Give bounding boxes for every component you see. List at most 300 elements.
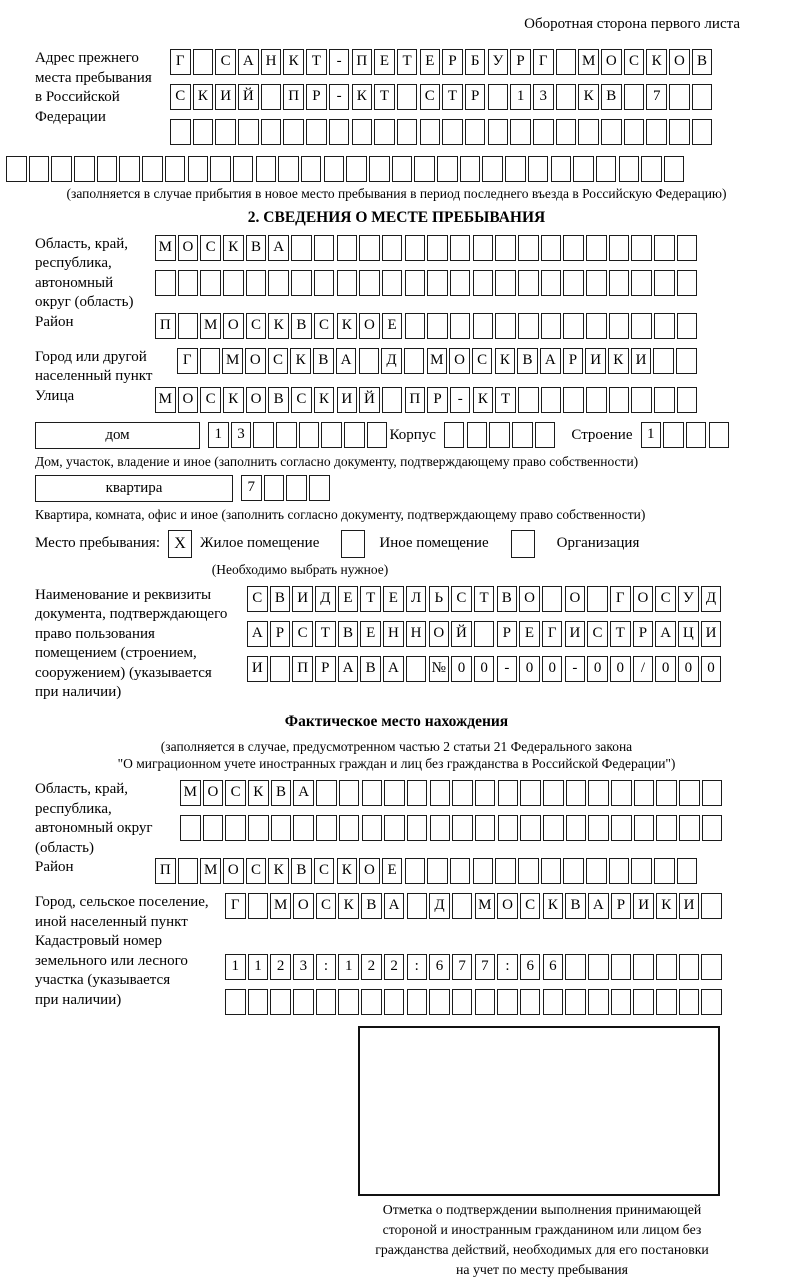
- cadastral-row-2: [225, 989, 758, 1017]
- char-box: О: [359, 313, 380, 339]
- char-box: О: [246, 387, 267, 413]
- char-box: [664, 156, 685, 182]
- actual-location-title: Фактическое место нахождения: [284, 712, 509, 730]
- char-box: Д: [381, 348, 402, 374]
- char-box: О: [178, 235, 199, 261]
- char-box: К: [248, 780, 269, 806]
- char-box: К: [543, 893, 564, 919]
- char-box: [631, 270, 652, 296]
- char-box: 1: [248, 954, 269, 980]
- char-box: [437, 156, 458, 182]
- char-box: [609, 858, 630, 884]
- char-box: [225, 989, 246, 1015]
- char-box: [215, 119, 236, 145]
- char-box: Й: [238, 84, 259, 110]
- char-box: А: [338, 656, 359, 682]
- char-box: М: [180, 780, 201, 806]
- char-box: [359, 235, 380, 261]
- char-box: [611, 815, 632, 841]
- char-box: [407, 893, 428, 919]
- char-box: [654, 313, 675, 339]
- char-box: [679, 780, 700, 806]
- char-box: А: [336, 348, 357, 374]
- char-box: -: [565, 656, 586, 682]
- char-box: [293, 815, 314, 841]
- char-box: [520, 780, 541, 806]
- char-box: [631, 387, 652, 413]
- char-box: 1: [225, 954, 246, 980]
- char-box: А: [655, 621, 676, 647]
- char-box: [427, 858, 448, 884]
- char-box: [556, 119, 577, 145]
- char-box: 3: [533, 84, 554, 110]
- char-box: [309, 475, 330, 501]
- char-box: К: [656, 893, 677, 919]
- char-box: У: [488, 49, 509, 75]
- char-box: [203, 815, 224, 841]
- char-box: А: [383, 656, 404, 682]
- char-box: [427, 235, 448, 261]
- char-box: С: [246, 313, 267, 339]
- char-box: Г: [225, 893, 246, 919]
- char-box: С: [314, 858, 335, 884]
- char-box: 6: [520, 954, 541, 980]
- char-box: [420, 119, 441, 145]
- char-box: В: [271, 780, 292, 806]
- char-box: [442, 119, 463, 145]
- char-box: А: [247, 621, 268, 647]
- char-box: Е: [420, 49, 441, 75]
- char-box: [611, 954, 632, 980]
- char-box: П: [352, 49, 373, 75]
- char-box: [518, 387, 539, 413]
- char-box: [686, 422, 707, 448]
- char-box: [624, 119, 645, 145]
- char-box: 2: [361, 954, 382, 980]
- char-box: 1: [510, 84, 531, 110]
- char-box: И: [633, 893, 654, 919]
- char-box: В: [497, 586, 518, 612]
- char-box: 0: [587, 656, 608, 682]
- char-box: [654, 387, 675, 413]
- char-box: Е: [519, 621, 540, 647]
- char-box: [495, 858, 516, 884]
- char-box: [473, 235, 494, 261]
- char-box: Й: [451, 621, 472, 647]
- char-box: [361, 989, 382, 1015]
- char-box: [542, 586, 563, 612]
- char-box: О: [178, 387, 199, 413]
- actual-city-label: Город, сельское поселение, иной населенный пункт: [35, 894, 209, 930]
- house-caption: Дом, участок, владение и иное (заполнить согласно документу, подтверждающему право собственности): [35, 453, 639, 469]
- stroenie-label: Строение: [571, 427, 633, 444]
- char-box: Р: [611, 893, 632, 919]
- char-box: [223, 270, 244, 296]
- char-box: Т: [442, 84, 463, 110]
- char-box: [609, 270, 630, 296]
- char-box: 1: [338, 954, 359, 980]
- char-box: [293, 989, 314, 1015]
- region-field: [35, 235, 758, 313]
- char-box: [405, 235, 426, 261]
- char-box: [452, 815, 473, 841]
- city-label: Город или другой населенный пункт: [35, 348, 153, 385]
- residential-checkbox[interactable]: X: [168, 530, 192, 558]
- char-box: [450, 235, 471, 261]
- char-box: И: [701, 621, 722, 647]
- char-box: [473, 858, 494, 884]
- char-box: [677, 235, 698, 261]
- char-box: И: [292, 586, 313, 612]
- char-box: [329, 119, 350, 145]
- char-box: [165, 156, 186, 182]
- char-box: [528, 156, 549, 182]
- region-row-2: [155, 270, 758, 298]
- actual-location-caption-1: (заполняется в случае, предусмотренном частью 2 статьи 21 Федерального закона: [160, 738, 633, 754]
- char-box: [359, 348, 380, 374]
- char-box: [238, 119, 259, 145]
- char-box: [541, 858, 562, 884]
- char-box: О: [293, 893, 314, 919]
- char-box: [520, 815, 541, 841]
- char-box: Г: [533, 49, 554, 75]
- char-box: [586, 235, 607, 261]
- char-box: П: [405, 387, 426, 413]
- char-box: С: [451, 586, 472, 612]
- char-box: [578, 119, 599, 145]
- char-box: [495, 235, 516, 261]
- char-box: Р: [427, 387, 448, 413]
- char-box: К: [193, 84, 214, 110]
- char-box: [656, 780, 677, 806]
- char-box: -: [329, 49, 350, 75]
- char-box: [498, 780, 519, 806]
- char-box: В: [270, 586, 291, 612]
- char-box: [489, 422, 510, 448]
- prev-address-row-2: [170, 84, 758, 112]
- char-box: [586, 270, 607, 296]
- char-box: 2: [384, 954, 405, 980]
- char-box: [543, 815, 564, 841]
- actual-region-label: Область, край, республика, автономный округ (область): [35, 781, 153, 856]
- char-box: И: [215, 84, 236, 110]
- char-box: [264, 475, 285, 501]
- char-box: И: [631, 348, 652, 374]
- char-box: К: [283, 49, 304, 75]
- char-box: [518, 235, 539, 261]
- char-box: [339, 780, 360, 806]
- char-box: [316, 780, 337, 806]
- char-box: К: [338, 893, 359, 919]
- char-box: М: [427, 348, 448, 374]
- char-box: 0: [678, 656, 699, 682]
- char-box: [74, 156, 95, 182]
- actual-region-row-2: [180, 815, 758, 843]
- char-box: А: [293, 780, 314, 806]
- char-box: [404, 348, 425, 374]
- char-box: [556, 49, 577, 75]
- char-box: У: [678, 586, 699, 612]
- char-box: [495, 270, 516, 296]
- char-box: С: [215, 49, 236, 75]
- char-box: [338, 989, 359, 1015]
- char-box: [609, 235, 630, 261]
- char-box: [676, 348, 697, 374]
- char-box: М: [270, 893, 291, 919]
- street-label: Улица: [35, 387, 75, 404]
- char-box: [119, 156, 140, 182]
- house-number-boxes: [208, 422, 390, 450]
- char-box: [551, 156, 572, 182]
- char-box: [701, 893, 722, 919]
- char-box: [588, 954, 609, 980]
- char-box: [246, 270, 267, 296]
- char-box: [609, 387, 630, 413]
- char-box: [367, 422, 388, 448]
- char-box: С: [420, 84, 441, 110]
- char-box: :: [316, 954, 337, 980]
- city-row: [177, 348, 758, 376]
- cadastral-field: [35, 932, 758, 1024]
- char-box: [518, 313, 539, 339]
- char-box: [405, 858, 426, 884]
- char-box: [563, 235, 584, 261]
- char-box: Б: [465, 49, 486, 75]
- char-box: [97, 156, 118, 182]
- stroenie-boxes: [641, 422, 732, 450]
- cadastral-row-1: [225, 954, 758, 982]
- char-box: [369, 156, 390, 182]
- char-box: [634, 815, 655, 841]
- char-box: [384, 989, 405, 1015]
- char-box: [346, 156, 367, 182]
- actual-district-row: [155, 858, 758, 886]
- char-box: [465, 119, 486, 145]
- char-box: [452, 989, 473, 1015]
- char-box: М: [578, 49, 599, 75]
- char-box: [701, 989, 722, 1015]
- char-box: [397, 119, 418, 145]
- char-box: Т: [306, 49, 327, 75]
- char-box: Г: [170, 49, 191, 75]
- char-box: С: [655, 586, 676, 612]
- doc-name-row-1: [247, 586, 758, 614]
- char-box: [619, 156, 640, 182]
- char-box: Й: [359, 387, 380, 413]
- char-box: Р: [306, 84, 327, 110]
- char-box: К: [352, 84, 373, 110]
- char-box: 1: [641, 422, 662, 448]
- char-box: В: [291, 858, 312, 884]
- char-box: [405, 270, 426, 296]
- char-box: Д: [701, 586, 722, 612]
- char-box: О: [633, 586, 654, 612]
- char-box: [407, 780, 428, 806]
- char-box: [709, 422, 730, 448]
- char-box: А: [238, 49, 259, 75]
- char-box: [392, 156, 413, 182]
- char-box: С: [246, 858, 267, 884]
- char-box: [248, 989, 269, 1015]
- char-box: Е: [338, 586, 359, 612]
- char-box: С: [314, 313, 335, 339]
- char-box: [512, 422, 533, 448]
- char-box: [427, 270, 448, 296]
- char-box: Т: [374, 84, 395, 110]
- char-box: [155, 270, 176, 296]
- actual-district-field: [35, 858, 758, 893]
- char-box: [178, 270, 199, 296]
- char-box: П: [292, 656, 313, 682]
- char-box: [488, 84, 509, 110]
- char-box: К: [578, 84, 599, 110]
- char-box: [679, 815, 700, 841]
- other-premises-label: Иное помещение: [379, 535, 489, 552]
- char-box: В: [360, 656, 381, 682]
- char-box: О: [497, 893, 518, 919]
- char-box: Д: [315, 586, 336, 612]
- char-box: №: [429, 656, 450, 682]
- char-box: [362, 815, 383, 841]
- char-box: [321, 422, 342, 448]
- char-box: 7: [646, 84, 667, 110]
- char-box: 0: [610, 656, 631, 682]
- street-row: [155, 387, 758, 415]
- char-box: [430, 780, 451, 806]
- doc-name-field: [35, 586, 758, 703]
- char-box: М: [155, 235, 176, 261]
- char-box: [180, 815, 201, 841]
- char-box: [359, 270, 380, 296]
- char-box: [654, 270, 675, 296]
- char-box: В: [291, 313, 312, 339]
- char-box: [427, 313, 448, 339]
- char-box: В: [338, 621, 359, 647]
- char-box: Г: [610, 586, 631, 612]
- char-box: [306, 119, 327, 145]
- char-box: [701, 954, 722, 980]
- char-box: [518, 270, 539, 296]
- district-label: Район: [35, 313, 74, 330]
- char-box: :: [407, 954, 428, 980]
- char-box: :: [497, 954, 518, 980]
- char-box: [543, 780, 564, 806]
- char-box: С: [624, 49, 645, 75]
- char-box: С: [520, 893, 541, 919]
- char-box: [543, 989, 564, 1015]
- char-box: [586, 387, 607, 413]
- char-box: [601, 119, 622, 145]
- char-box: [51, 156, 72, 182]
- char-box: [586, 858, 607, 884]
- char-box: Т: [474, 586, 495, 612]
- char-box: [261, 84, 282, 110]
- char-box: [407, 989, 428, 1015]
- char-box: Р: [510, 49, 531, 75]
- char-box: [405, 313, 426, 339]
- char-box: 7: [241, 475, 262, 501]
- char-box: [316, 989, 337, 1015]
- apartment-row: [35, 475, 758, 503]
- char-box: Р: [270, 621, 291, 647]
- char-box: М: [155, 387, 176, 413]
- actual-location-caption-2: "О миграционном учете иностранных граждан и лиц без гражданства в Российской Федерации"): [117, 755, 676, 771]
- char-box: [450, 313, 471, 339]
- char-box: 6: [429, 954, 450, 980]
- char-box: [669, 84, 690, 110]
- char-box: [314, 270, 335, 296]
- char-box: [533, 119, 554, 145]
- char-box: Р: [563, 348, 584, 374]
- char-box: А: [588, 893, 609, 919]
- char-box: [225, 815, 246, 841]
- char-box: [6, 156, 27, 182]
- char-box: [248, 893, 269, 919]
- char-box: [475, 989, 496, 1015]
- actual-region-row-1: [180, 780, 758, 808]
- char-box: [29, 156, 50, 182]
- char-box: [407, 815, 428, 841]
- char-box: В: [246, 235, 267, 261]
- char-box: [339, 815, 360, 841]
- char-box: [541, 235, 562, 261]
- char-box: О: [519, 586, 540, 612]
- organization-label: Организация: [556, 535, 640, 552]
- char-box: Д: [429, 893, 450, 919]
- char-box: [656, 815, 677, 841]
- char-box: [669, 119, 690, 145]
- cadastral-label: Кадастровый номер земельного или лесного участка (указывается при наличии): [35, 933, 188, 1008]
- char-box: 7: [452, 954, 473, 980]
- char-box: [299, 422, 320, 448]
- char-box: П: [283, 84, 304, 110]
- char-box: [505, 156, 526, 182]
- char-box: [142, 156, 163, 182]
- actual-region-field: [35, 780, 758, 858]
- char-box: Р: [497, 621, 518, 647]
- char-box: [495, 313, 516, 339]
- char-box: [556, 84, 577, 110]
- char-box: [656, 954, 677, 980]
- char-box: [692, 119, 713, 145]
- char-box: К: [495, 348, 516, 374]
- char-box: 0: [519, 656, 540, 682]
- char-box: Г: [542, 621, 563, 647]
- char-box: [563, 313, 584, 339]
- char-box: [384, 780, 405, 806]
- char-box: [541, 387, 562, 413]
- char-box: [565, 989, 586, 1015]
- char-box: Е: [374, 49, 395, 75]
- char-box: И: [565, 621, 586, 647]
- apartment-number-boxes: [241, 475, 332, 503]
- char-box: /: [633, 656, 654, 682]
- char-box: [450, 270, 471, 296]
- char-box: А: [268, 235, 289, 261]
- char-box: [663, 422, 684, 448]
- char-box: [634, 780, 655, 806]
- organization-checkbox[interactable]: [511, 530, 535, 558]
- char-box: [518, 858, 539, 884]
- other-premises-checkbox[interactable]: [341, 530, 365, 558]
- char-box: Н: [261, 49, 282, 75]
- char-box: [565, 954, 586, 980]
- char-box: [291, 270, 312, 296]
- char-box: [541, 313, 562, 339]
- char-box: [170, 119, 191, 145]
- actual-district-label: Район: [35, 859, 74, 876]
- char-box: С: [225, 780, 246, 806]
